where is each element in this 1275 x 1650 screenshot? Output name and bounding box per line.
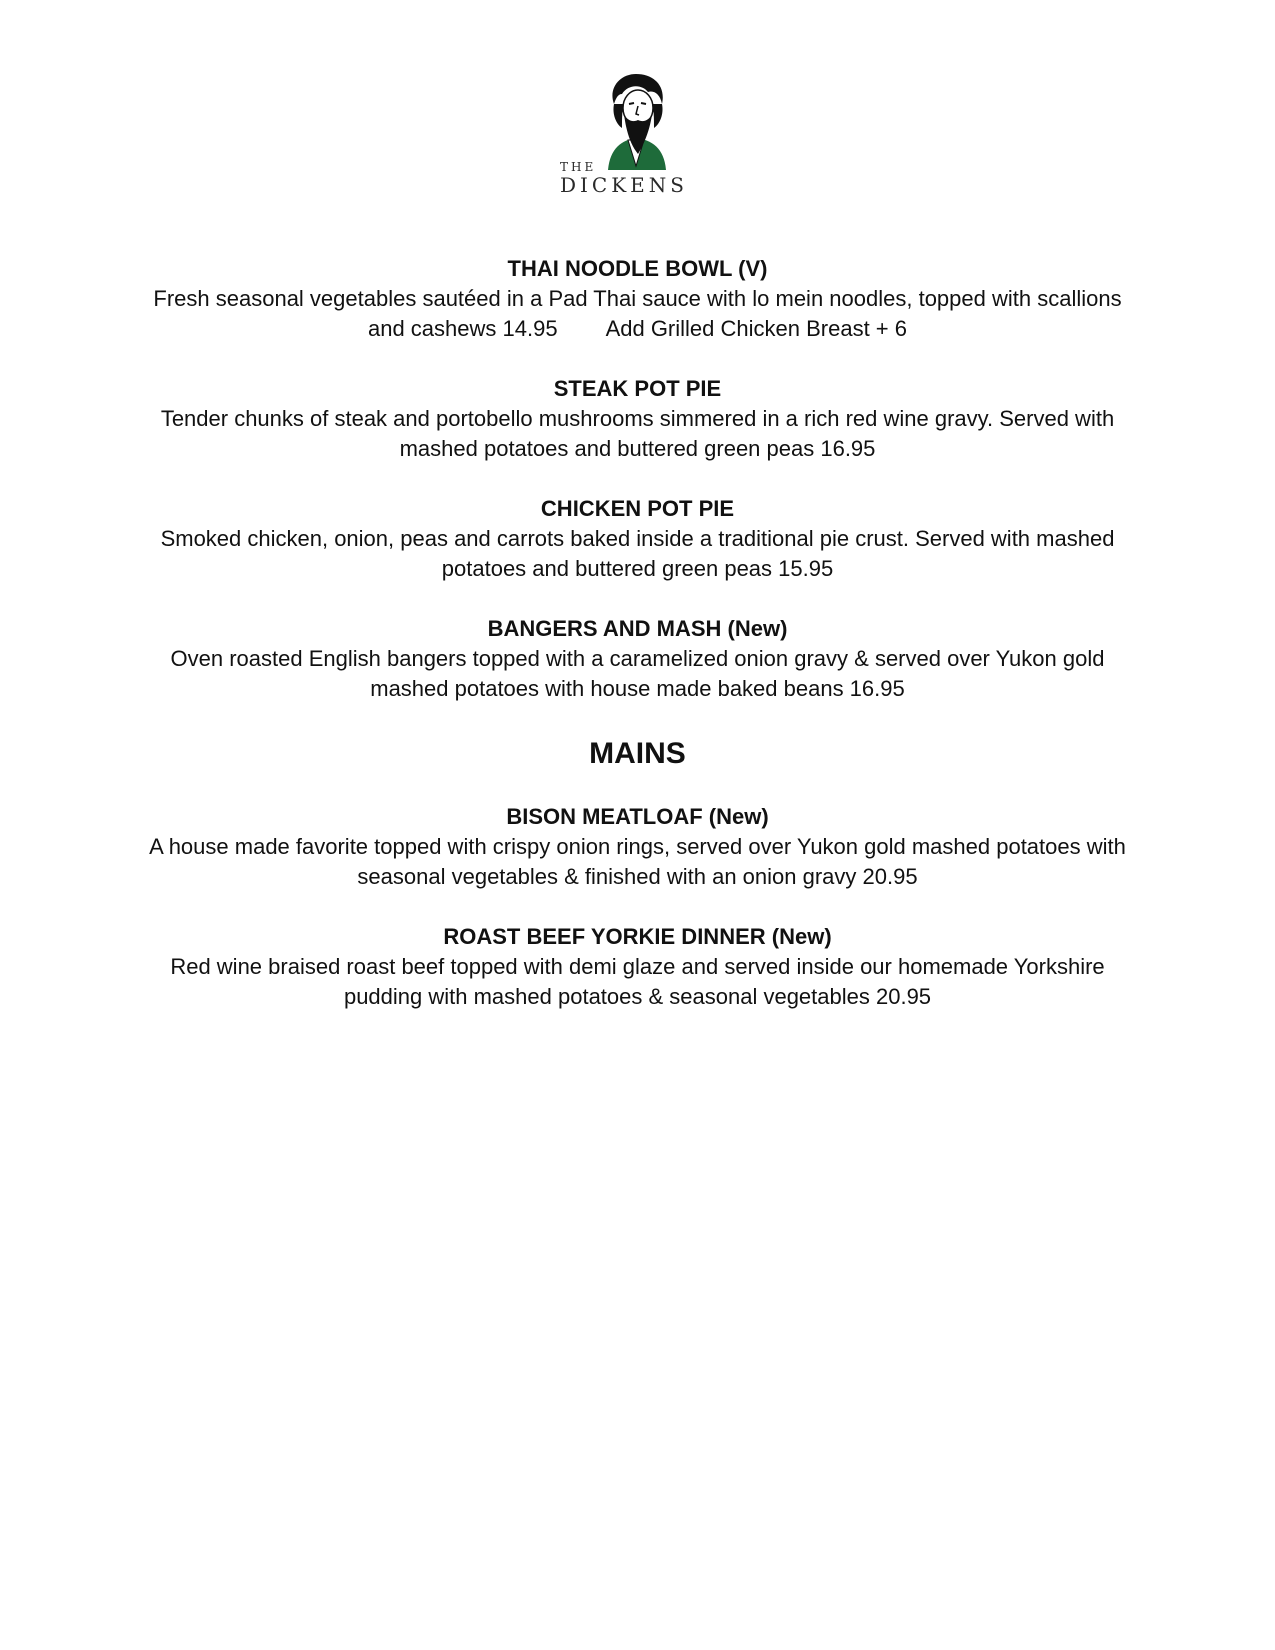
menu-item-name: ROAST BEEF YORKIE DINNER (New) [443, 924, 832, 949]
menu-item-description [100, 284, 1175, 344]
menu-item-description: A house made favorite topped with crispy onion rings, served over Yukon gold mashed potatoes with seasonal vegetables & finished with an onion gravy 20.95 [149, 834, 1126, 889]
menu-item-steak-pot-pie [100, 374, 1175, 464]
menu-item-name: BISON MEATLOAF (New) [506, 804, 769, 829]
dickens-portrait-icon [600, 70, 672, 170]
menu-item-chicken-pot-pie [100, 494, 1175, 584]
logo-name: DICKENS [560, 173, 688, 197]
menu-item-name: STEAK POT PIE [553, 376, 722, 401]
menu-item-thai-noodle-bowl [100, 254, 1175, 344]
logo-the: THE [560, 160, 597, 174]
menu-item-addon: Add Grilled Chicken Breast + 6 [605, 316, 907, 341]
logo [560, 70, 710, 200]
menu-item-description: Smoked chicken, onion, peas and carrots baked inside a traditional pie crust. Served with mashed potatoes and buttered green peas 15.95 [160, 526, 1115, 581]
menu-item-roast-beef-yorkie-dinner [100, 922, 1175, 1012]
menu-item-description: Red wine braised roast beef topped with demi glaze and served inside our homemade Yorkshire pudding with mashed potatoes & seasonal vegetables 20.95 [170, 954, 1105, 1009]
section-title-mains: MAINS [589, 737, 686, 770]
menu-item-name: CHICKEN POT PIE [540, 496, 735, 521]
menu-item-description-text: Fresh seasonal vegetables sautéed in a Pad Thai sauce with lo mein noodles, topped with scallions and cashews 14.95 [153, 286, 1122, 341]
menu-item-name: THAI NOODLE BOWL (V) [507, 256, 768, 281]
menu-item-bison-meatloaf [100, 802, 1175, 892]
menu-item-description: Oven roasted English bangers topped with a caramelized onion gravy & served over Yukon gold mashed potatoes with house made baked beans 16.95 [170, 646, 1105, 701]
menu-item-name: BANGERS AND MASH (New) [487, 616, 788, 641]
menu-content [100, 254, 1175, 1042]
menu-item-description: Tender chunks of steak and portobello mushrooms simmered in a rich red wine gravy. Served with mashed potatoes and buttered green peas 16.95 [160, 406, 1115, 461]
menu-item-bangers-and-mash [100, 614, 1175, 704]
